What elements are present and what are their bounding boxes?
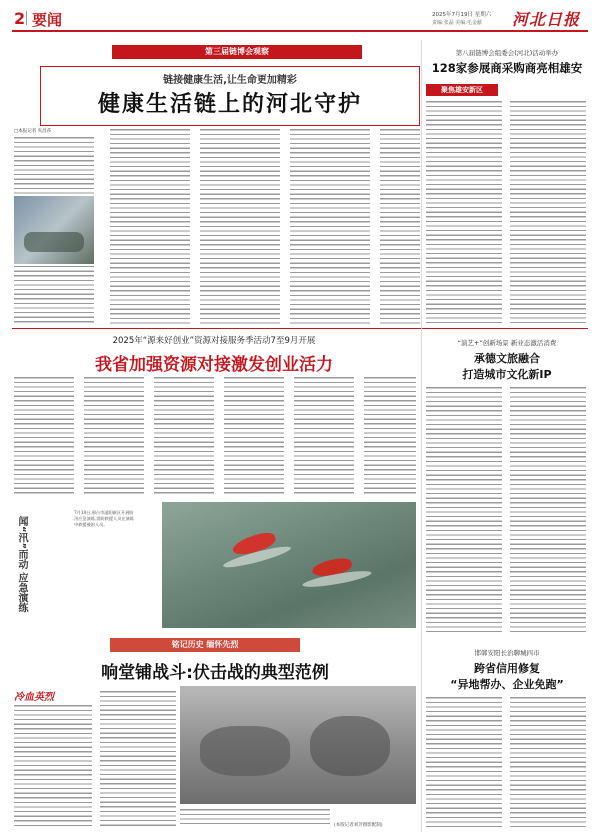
right-top-body-col1 — [426, 100, 502, 325]
lead-story — [40, 66, 420, 126]
lead-body-col3 — [200, 128, 280, 324]
top-banner — [112, 45, 362, 59]
culture-title-1: 承德文旅融合 — [474, 352, 540, 365]
history-title: 响堂铺战斗:伏击战的典型范例 — [101, 663, 329, 683]
history-banner — [110, 638, 300, 652]
editor-line: 责编:张磊 美编:毛金献 — [432, 20, 482, 26]
mid-body-col6 — [364, 376, 416, 496]
flood-caption: 7月18日,邢台市滏阳新区开展防汛应急演练,消防救援人员在演练中救援被困人员。 — [74, 510, 134, 527]
date-line: 2025年7月19日 星期六 — [432, 12, 492, 18]
mid-body-col3 — [154, 376, 214, 496]
history-sub: 冷血英烈 — [14, 692, 54, 703]
right-top-tag — [426, 84, 498, 96]
culture-title-2: 打造城市文化新IP — [462, 368, 552, 381]
mid-body-col2 — [84, 376, 144, 496]
history-body-col3 — [180, 808, 330, 824]
bottom-right-story — [426, 642, 588, 832]
mid-body-col1 — [14, 376, 74, 496]
lead-body-col5 — [380, 128, 420, 324]
lead-body-col2 — [110, 128, 190, 324]
lead-photo — [14, 196, 94, 264]
mid-body-col5 — [294, 376, 354, 496]
history-body-col1 — [14, 704, 92, 828]
top-banner-label: 第三届链博会观察 — [205, 47, 269, 56]
bottom-right-body-col2 — [510, 696, 586, 828]
section-title: 要闻 — [32, 11, 63, 29]
masthead — [12, 6, 588, 32]
mid-body-col4 — [224, 376, 284, 496]
bottom-right-kicker: 邯郸安阳长治聊城四市 — [474, 649, 540, 657]
history-body-col2 — [100, 690, 176, 828]
culture-kicker: “演艺+”创新场景 新业态激活消费 — [457, 339, 557, 347]
right-top-story — [426, 40, 588, 325]
history-source: (本版记者刘芳摄影配制) — [334, 823, 383, 828]
right-top-kicker: 第八届链博会组委会(河北)活动举办 — [455, 49, 559, 57]
page-number: 2 — [14, 9, 26, 28]
bottom-right-body-col1 — [426, 696, 502, 828]
right-top-body-col2 — [510, 100, 586, 325]
brand-logo: 河北日报 — [512, 10, 581, 29]
mid-title: 我省加强资源对接激发创业活力 — [95, 355, 333, 375]
flood-photo — [162, 502, 416, 628]
history-banner-label: 铭记历史 缅怀先烈 — [171, 640, 239, 649]
lead-title: 健康生活链上的河北守护 — [97, 92, 362, 117]
culture-story — [426, 334, 588, 636]
flood-section — [14, 502, 416, 632]
culture-body-col1 — [426, 386, 502, 634]
lead-byline: □本报记者 夹昌莎 — [14, 129, 52, 134]
culture-body-col2 — [510, 386, 586, 634]
right-top-title: 128家参展商采购商亮相雄安 — [431, 61, 583, 75]
bottom-right-title-2: “异地帮办、企业免跑” — [450, 678, 564, 691]
right-top-tag-label: 聚焦雄安新区 — [441, 86, 483, 94]
lead-kicker: 链接健康生活,让生命更加精彩 — [163, 75, 297, 86]
mid-kicker: 2025年“源来好创业”资源对接服务季活动7至9月开展 — [112, 336, 316, 346]
bottom-right-title-1: 跨省信用修复 — [474, 662, 540, 675]
history-photo — [180, 686, 416, 804]
lead-body-col4 — [290, 128, 370, 324]
flood-title: 闻“汛”而动 应急演练 — [16, 516, 27, 613]
